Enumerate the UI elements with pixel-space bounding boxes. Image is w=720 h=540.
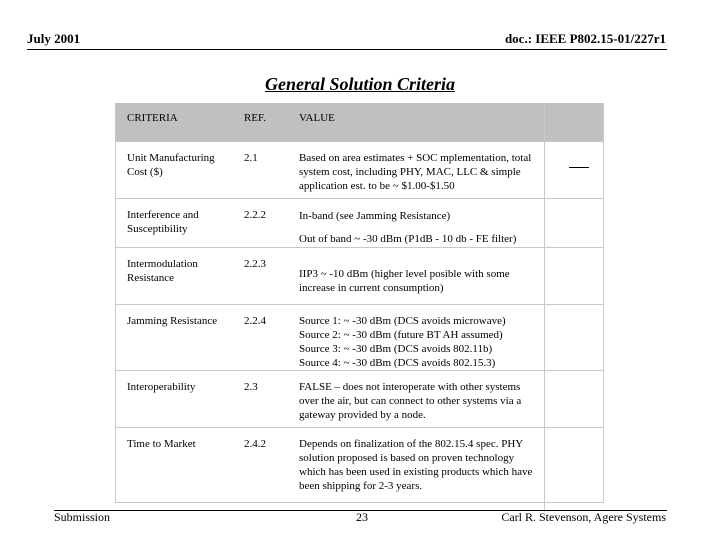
column-header-value: VALUE <box>289 103 544 142</box>
mark-cell <box>544 371 604 428</box>
page-number: 23 <box>356 510 368 524</box>
table-header-row <box>115 103 604 142</box>
ref-cell: 2.2.2 <box>232 199 289 248</box>
value-line: Based on area estimates + SOC mplementation, total system cost, including PHY, MAC, LLC & simple application est. to be ~ $1.00-$1.50 <box>299 152 532 192</box>
table-row <box>115 142 604 199</box>
mark-cell <box>544 428 604 512</box>
criteria-cell: Unit Manufacturing Cost ($) <box>115 142 232 199</box>
table-row <box>115 305 604 371</box>
dash-mark <box>569 167 589 168</box>
value-line: Source 2: ~ -30 dBm (future BT AH assumed) <box>299 329 503 341</box>
criteria-table-container <box>115 103 604 503</box>
table-bottom-border <box>115 502 604 503</box>
header-date: July 2001 <box>27 31 81 46</box>
value-line: FALSE – does not interoperate with other systems over the air, but can connect to other systems via a gateway provided by a node. <box>299 381 522 421</box>
mark-cell <box>544 199 604 248</box>
page-title: General Solution Criteria <box>264 74 456 94</box>
ref-cell: 2.1 <box>232 142 289 199</box>
header-divider <box>27 49 667 50</box>
mark-cell <box>544 248 604 305</box>
column-header-extra <box>544 103 604 142</box>
table-row <box>115 199 604 248</box>
ref-cell: 2.2.4 <box>232 305 289 371</box>
ref-cell: 2.4.2 <box>232 428 289 512</box>
header-doc-id: doc.: IEEE P802.15-01/227r1 <box>504 31 666 46</box>
table-row <box>115 371 604 428</box>
value-cell <box>289 305 544 371</box>
mark-cell <box>544 305 604 371</box>
criteria-table <box>115 103 604 512</box>
value-cell <box>289 371 544 428</box>
value-line: Source 4: ~ -30 dBm (DCS avoids 802.15.3) <box>299 357 496 369</box>
value-line: IIP3 ~ -10 dBm (higher level posible with some increase in current consumption) <box>299 268 510 294</box>
ref-cell: 2.3 <box>232 371 289 428</box>
value-line: Out of band ~ -30 dBm (P1dB - 10 db - FE filter) <box>299 233 517 245</box>
table-row <box>115 428 604 512</box>
criteria-cell: Interoperability <box>115 371 232 428</box>
value-cell <box>289 142 544 199</box>
footer-submission: Submission <box>54 510 111 524</box>
criteria-cell: Time to Market <box>115 428 232 512</box>
criteria-cell: Intermodulation Resistance <box>115 248 232 305</box>
value-cell <box>289 428 544 512</box>
value-line: Source 3: ~ -30 dBm (DCS avoids 802.11b) <box>299 343 493 355</box>
criteria-cell: Interference and Susceptibility <box>115 199 232 248</box>
criteria-cell: Jamming Resistance <box>115 305 232 371</box>
column-header-ref: REF. <box>232 103 289 142</box>
value-cell <box>289 199 544 248</box>
value-line: Depends on finalization of the 802.15.4 spec. PHY solution proposed is based on proven technology which has been used in existing products which have been shipping for 2-3 years. <box>299 438 533 492</box>
column-header-criteria: CRITERIA <box>115 103 232 142</box>
mark-cell <box>544 142 604 199</box>
value-line: Source 1: ~ -30 dBm (DCS avoids microwave) <box>299 315 506 327</box>
value-cell <box>289 248 544 305</box>
footer-author: Carl R. Stevenson, Agere Systems <box>501 510 666 524</box>
ref-cell: 2.2.3 <box>232 248 289 305</box>
value-line: In-band (see Jamming Resistance) <box>299 210 451 222</box>
table-row <box>115 248 604 305</box>
